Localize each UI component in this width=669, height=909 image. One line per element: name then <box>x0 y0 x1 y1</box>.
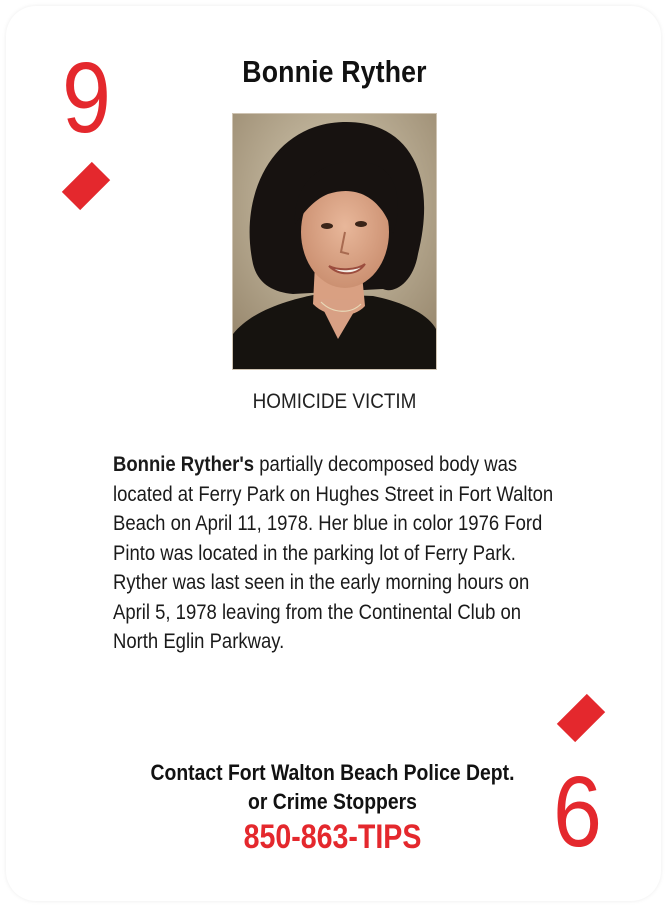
rank-bottom: 6 <box>553 756 602 868</box>
portrait-image <box>233 114 436 369</box>
case-description-text: partially decomposed body was located at Ferry Park on Hughes Street in Fort Walton Beach on April 11, 1978. Her blue in color 1976 Ford Pinto was located in the parking lot of Ferry Park. Ryther was last seen in the early morning hours on April 5, 1978 leaving from the Continental Club on North Eglin Parkway. <box>113 452 554 653</box>
case-description-name: Bonnie Ryther's <box>113 452 255 476</box>
victim-name: Bonnie Ryther <box>242 54 427 89</box>
tip-phone-number: 850-863-TIPS <box>243 818 422 856</box>
contact-line-1: Contact Fort Walton Beach Police Dept. <box>150 760 515 785</box>
case-description <box>113 450 560 657</box>
rank-top: 9 <box>62 42 111 154</box>
contact-line-2: or Crime Stoppers <box>248 789 417 814</box>
victim-photo <box>232 113 437 370</box>
victim-status: HOMICIDE VICTIM <box>252 390 417 413</box>
